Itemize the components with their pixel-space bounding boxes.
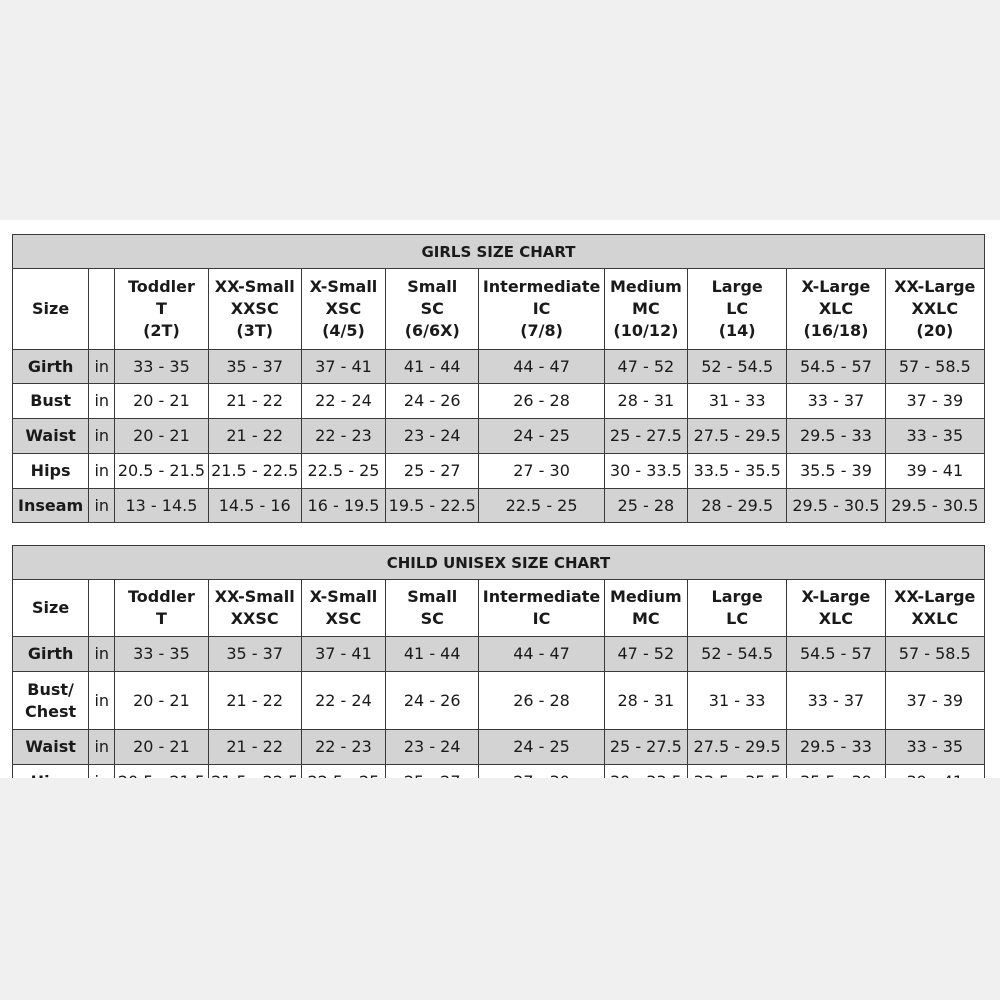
unit-cell: in	[89, 454, 115, 489]
value-cell: 22 - 23	[301, 730, 385, 765]
row-label: Waist	[13, 730, 89, 765]
value-cell: 57 - 58.5	[885, 637, 984, 672]
row-label: Waist	[13, 419, 89, 454]
value-cell: 24 - 25	[479, 730, 604, 765]
col-header: Medium MC	[604, 580, 687, 637]
value-cell: 22.5 - 25	[301, 454, 385, 489]
value-cell: 37 - 41	[301, 350, 385, 384]
unit-header	[89, 269, 115, 350]
value-cell: 33 - 35	[885, 730, 984, 765]
value-cell: 21 - 22	[208, 672, 301, 730]
value-cell: 25 - 28	[604, 489, 687, 523]
table-row	[13, 637, 985, 672]
col-header: Large LC	[687, 580, 786, 637]
value-cell: 25 - 27	[386, 454, 479, 489]
value-cell: 22.5 - 25	[479, 489, 604, 523]
value-cell: 26 - 28	[479, 384, 604, 419]
value-cell: 23 - 24	[386, 730, 479, 765]
col-header: Medium MC (10/12)	[604, 269, 687, 350]
value-cell: 14.5 - 16	[208, 489, 301, 523]
col-header: XX-Large XXLC (20)	[885, 269, 984, 350]
value-cell: 22 - 24	[301, 384, 385, 419]
value-cell: 20 - 21	[115, 730, 208, 765]
value-cell: 28 - 31	[604, 672, 687, 730]
table-row	[13, 730, 985, 765]
value-cell: 29.5 - 30.5	[885, 489, 984, 523]
unit-header	[89, 580, 115, 637]
col-header: Small SC	[386, 580, 479, 637]
value-cell: 39 - 41	[885, 454, 984, 489]
value-cell: 33 - 37	[787, 672, 885, 730]
unit-cell: in	[89, 350, 115, 384]
value-cell: 35 - 37	[208, 350, 301, 384]
value-cell: 22 - 24	[301, 672, 385, 730]
col-header: Small SC (6/6X)	[386, 269, 479, 350]
row-label: Hips	[13, 454, 89, 489]
unisex-size-chart-table	[12, 545, 985, 800]
value-cell: 29.5 - 30.5	[787, 489, 885, 523]
value-cell: 19.5 - 22.5	[386, 489, 479, 523]
col-header: XX-Small XXSC	[208, 580, 301, 637]
unit-cell: in	[89, 419, 115, 454]
value-cell: 52 - 54.5	[687, 637, 786, 672]
col-header: X-Large XLC (16/18)	[787, 269, 885, 350]
value-cell: 21.5 - 22.5	[208, 454, 301, 489]
row-label: Inseam	[13, 489, 89, 523]
size-chart-card	[0, 220, 1000, 778]
value-cell: 41 - 44	[386, 350, 479, 384]
value-cell: 44 - 47	[479, 637, 604, 672]
col-header: Toddler T (2T)	[115, 269, 208, 350]
unit-cell: in	[89, 672, 115, 730]
value-cell: 20 - 21	[115, 384, 208, 419]
value-cell: 29.5 - 33	[787, 730, 885, 765]
col-header: Intermediate IC (7/8)	[479, 269, 604, 350]
table-row	[13, 672, 985, 730]
value-cell: 21 - 22	[208, 419, 301, 454]
value-cell: 33 - 35	[115, 350, 208, 384]
row-label: Bust/ Chest	[13, 672, 89, 730]
value-cell: 24 - 26	[386, 384, 479, 419]
table-row	[13, 350, 985, 384]
value-cell: 37 - 39	[885, 384, 984, 419]
size-header: Size	[13, 580, 89, 637]
value-cell: 35.5 - 39	[787, 454, 885, 489]
value-cell: 23 - 24	[386, 419, 479, 454]
value-cell: 41 - 44	[386, 637, 479, 672]
chart-title: GIRLS SIZE CHART	[13, 235, 985, 269]
value-cell: 52 - 54.5	[688, 350, 787, 384]
value-cell: 47 - 52	[604, 350, 687, 384]
col-header: X-Large XLC	[787, 580, 885, 637]
value-cell: 27.5 - 29.5	[687, 730, 786, 765]
unit-cell: in	[89, 637, 115, 672]
value-cell: 57 - 58.5	[885, 350, 984, 384]
value-cell: 31 - 33	[687, 672, 786, 730]
value-cell: 27.5 - 29.5	[688, 419, 787, 454]
value-cell: 22 - 23	[301, 419, 385, 454]
value-cell: 33 - 37	[787, 384, 885, 419]
value-cell: 28 - 29.5	[688, 489, 787, 523]
value-cell: 37 - 41	[301, 637, 385, 672]
value-cell: 33 - 35	[115, 637, 208, 672]
value-cell: 44 - 47	[479, 350, 604, 384]
value-cell: 33.5 - 35.5	[688, 454, 787, 489]
unit-cell: in	[89, 730, 115, 765]
row-label: Girth	[13, 350, 89, 384]
size-header: Size	[13, 269, 89, 350]
value-cell: 27 - 30	[479, 454, 604, 489]
col-header: XX-Small XXSC (3T)	[208, 269, 301, 350]
unit-cell: in	[89, 384, 115, 419]
value-cell: 30 - 33.5	[604, 454, 687, 489]
unit-cell: in	[89, 489, 115, 523]
value-cell: 24 - 25	[479, 419, 604, 454]
row-label: Bust	[13, 384, 89, 419]
value-cell: 25 - 27.5	[604, 419, 687, 454]
value-cell: 20.5 - 21.5	[115, 454, 208, 489]
table-row	[13, 384, 985, 419]
value-cell: 35 - 37	[208, 637, 301, 672]
value-cell: 54.5 - 57	[787, 637, 885, 672]
value-cell: 29.5 - 33	[787, 419, 885, 454]
value-cell: 24 - 26	[386, 672, 479, 730]
row-label: Girth	[13, 637, 89, 672]
col-header: XX-Large XXLC	[885, 580, 984, 637]
col-header: Intermediate IC	[479, 580, 604, 637]
value-cell: 13 - 14.5	[115, 489, 208, 523]
col-header: Large LC (14)	[688, 269, 787, 350]
col-header: Toddler T	[115, 580, 208, 637]
value-cell: 28 - 31	[604, 384, 687, 419]
table-row	[13, 454, 985, 489]
value-cell: 26 - 28	[479, 672, 604, 730]
value-cell: 37 - 39	[885, 672, 984, 730]
value-cell: 31 - 33	[688, 384, 787, 419]
table-row	[13, 489, 985, 523]
value-cell: 54.5 - 57	[787, 350, 885, 384]
bottom-background	[0, 778, 1000, 1000]
top-background	[0, 0, 1000, 220]
girls-size-chart-table	[12, 234, 985, 523]
value-cell: 33 - 35	[885, 419, 984, 454]
value-cell: 47 - 52	[604, 637, 687, 672]
table-row	[13, 419, 985, 454]
value-cell: 20 - 21	[115, 419, 208, 454]
value-cell: 21 - 22	[208, 730, 301, 765]
value-cell: 25 - 27.5	[604, 730, 687, 765]
chart-title: CHILD UNISEX SIZE CHART	[13, 546, 985, 580]
value-cell: 20 - 21	[115, 672, 208, 730]
value-cell: 21 - 22	[208, 384, 301, 419]
col-header: X-Small XSC	[301, 580, 385, 637]
value-cell: 16 - 19.5	[301, 489, 385, 523]
col-header: X-Small XSC (4/5)	[301, 269, 385, 350]
